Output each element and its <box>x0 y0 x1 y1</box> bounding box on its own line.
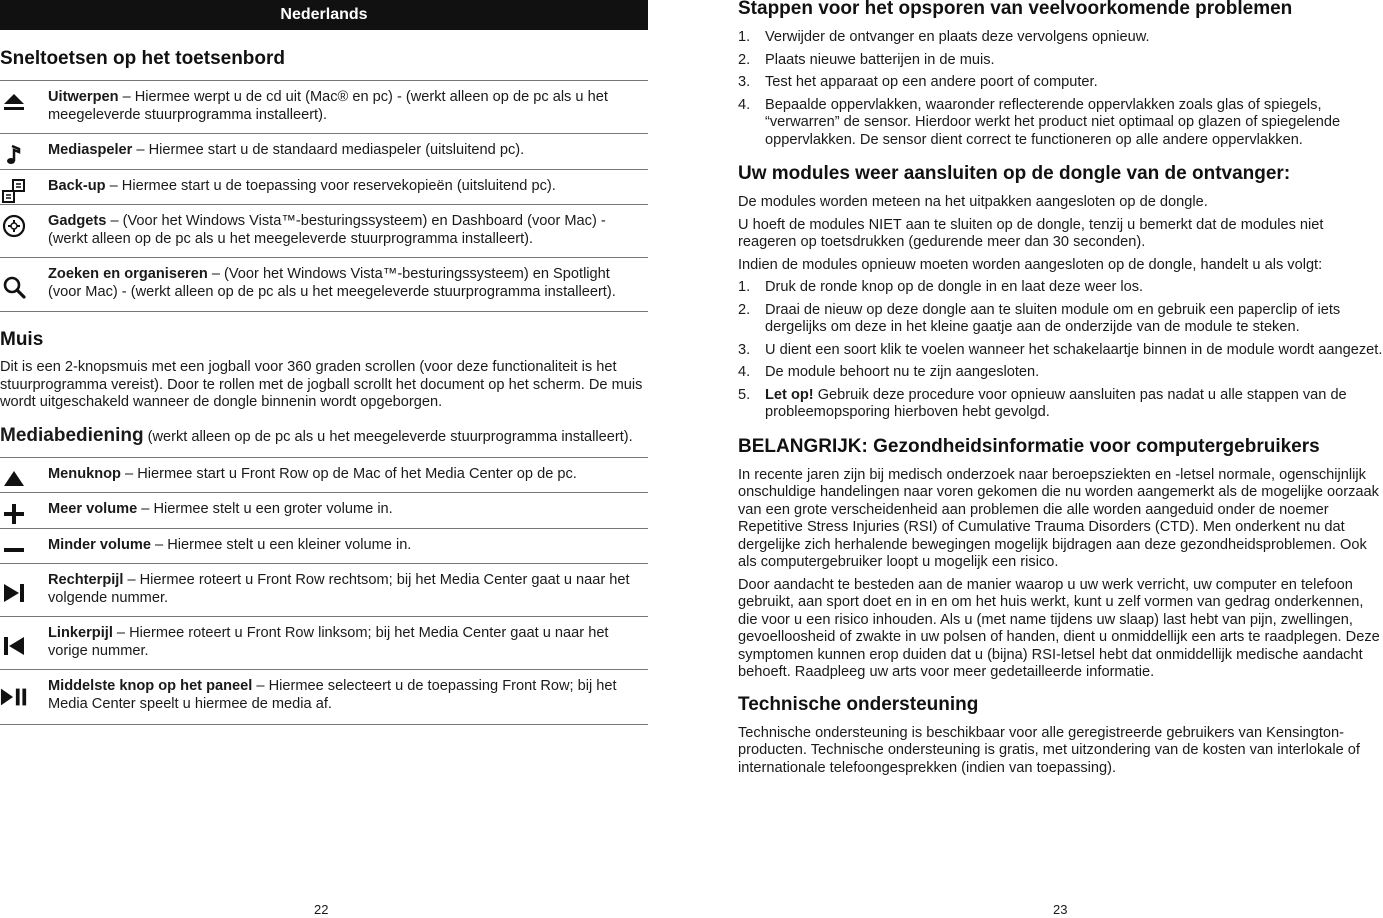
previous-track-icon <box>0 633 28 659</box>
media-row-play-pause <box>0 670 648 725</box>
step-text: Plaats nieuwe batterijen in de muis. <box>765 51 995 68</box>
media-row-previous <box>0 617 648 670</box>
list-item <box>738 342 1383 360</box>
reconnect-paragraph: Indien de modules opnieuw moeten worden aangesloten op de dongle, handelt u als volgt: <box>738 256 1323 273</box>
reconnect-title: Uw modules weer aansluiten op de dongle van de ontvanger: <box>738 163 1291 184</box>
step-text: Bepaalde oppervlakken, waaronder reflecterende oppervlakken zoals glas of spiegels, “verwarren” de sensor. Hierdoor werkt het product niet optimaal op glazen of spiegelende oppervlakken. De sensor dient correct te functioneren op alle andere oppervlakken. <box>765 96 1341 148</box>
backup-icon <box>0 178 28 204</box>
media-note: (werkt alleen op de pc als u het meegeleverde stuurprogramma installeert). <box>143 428 633 445</box>
media-row-volume-down <box>0 529 648 565</box>
shortcut-desc: – (Voor het Windows Vista™-besturingssysteem) en Spotlight (voor Mac) - (werkt alleen op de pc als u het meegeleverde stuurprogramma installeert). <box>48 266 616 300</box>
media-desc: – Hiermee stelt u een groter volume in. <box>137 501 393 517</box>
eject-icon <box>0 89 28 115</box>
shortcut-desc: – Hiermee start u de toepassing voor reservekopieën (uitsluitend pc). <box>105 177 556 194</box>
media-term: Middelste knop op het paneel <box>48 678 253 694</box>
media-desc: – Hiermee roteert u Front Row rechtsom; bij het Media Center gaat u naar het volgende nummer. <box>48 572 630 606</box>
shortcut-row-eject <box>0 81 648 134</box>
list-item <box>738 97 1383 150</box>
step-number: 3. <box>738 74 751 90</box>
shortcut-row-gadgets <box>0 205 648 258</box>
step-text: Draai de nieuw op deze dongle aan te sluiten module om en gebruik een paperclip of iets dergelijks om deze in het kleine gaatje aan de onderzijde van de module te steken. <box>765 301 1341 335</box>
media-heading <box>0 424 648 449</box>
step-text: De module behoort nu te zijn aangesloten. <box>765 364 1040 380</box>
media-title: Mediabediening <box>0 424 144 446</box>
reconnect-paragraph: U hoeft de modules NIET aan te sluiten op de dongle, tenzij u bemerkt dat de modules niet reageren op toetsdrukken (gedurende meer dan 30 seconden). <box>738 216 1324 250</box>
plus-icon <box>0 501 28 527</box>
list-item <box>738 279 1383 297</box>
gadgets-icon <box>0 213 28 239</box>
shortcut-term: Uitwerpen <box>48 89 119 105</box>
next-track-icon <box>0 580 28 606</box>
health-paragraph: Door aandacht te besteden aan de manier waarop u uw werk verricht, uw computer en telefoon gebruikt, aan sport doet en in en om het huis werkt, kunt u zelf vormen van gedrag onderkennen, die voor u een risico inhouden. Als u (met name tijdens uw slaap) last hebt van pijn, zwellingen, gevoelloosheid of zwakte in uw polsen of handen, dient u onmiddellijk een arts te raadplegen. Deze symptomen kunnen erop duiden dat u (bijna) RSI-letsel hebt dat onmiddellijk medische aandacht behoeft. Raadpleeg uw arts voor meer gedetailleerde informatie. <box>738 576 1380 680</box>
step-number: 1. <box>738 279 751 295</box>
media-desc: – Hiermee stelt u een kleiner volume in. <box>150 536 412 553</box>
step-text: Druk de ronde knop op de dongle in en laat deze weer los. <box>765 279 1144 295</box>
mouse-text: Dit is een 2-knopsmuis met een jogball voor 360 graden scrollen (voor deze functionaliteit is het stuurprogramma vereist). Door te rollen met de jogball scrollt het document op het scherm. De muis wordt uitgeschakeld wanneer de dongle binnenin wordt opgeborgen. <box>0 359 643 410</box>
media-term: Linkerpijl <box>48 625 113 641</box>
warning-label: Let op! <box>765 386 814 403</box>
language-header: Nederlands <box>0 0 648 30</box>
music-note-icon <box>0 142 28 168</box>
step-number: 4. <box>738 96 751 113</box>
reconnect-paragraph: De modules worden meteen na het uitpakken aangesloten op de dongle. <box>738 194 1208 210</box>
media-row-volume-up <box>0 493 648 529</box>
menu-triangle-icon <box>0 466 28 492</box>
shortcut-desc: – Hiermee start u de standaard mediaspeler (uitsluitend pc). <box>132 142 525 158</box>
list-item <box>738 29 1383 47</box>
media-table <box>0 457 648 726</box>
reconnect-steps <box>738 279 1383 422</box>
troubleshooting-title: Stappen voor het opsporen van veelvoorkomende problemen <box>738 0 1293 19</box>
step-number: 2. <box>738 301 751 318</box>
media-desc: – Hiermee selecteert u de toepassing Front Row; bij het Media Center speelt u hiermee de media af. <box>48 678 617 712</box>
shortcut-desc: – (Voor het Windows Vista™-besturingssysteem) en Dashboard (voor Mac) - (werkt alleen op de pc als u het meegeleverde stuurprogramma installeert). <box>48 213 606 247</box>
step-number: 1. <box>738 29 751 45</box>
media-row-next <box>0 564 648 617</box>
shortcut-row-media-player <box>0 134 648 170</box>
shortcut-term: Mediaspeler <box>48 142 133 158</box>
list-item <box>738 74 1383 92</box>
step-number: 4. <box>738 364 751 380</box>
page-number-left: 22 <box>314 902 329 917</box>
list-item <box>738 364 1383 382</box>
shortcut-term: Zoeken en organiseren <box>48 266 208 282</box>
list-item <box>738 302 1383 337</box>
shortcut-desc: – Hiermee werpt u de cd uit (Mac® en pc) - (werkt alleen op de pc als u het meegeleverde stuurprogramma installeert). <box>48 89 608 123</box>
step-text: Test het apparaat op een andere poort of computer. <box>765 74 1098 90</box>
support-title: Technische ondersteuning <box>738 693 979 715</box>
media-term: Minder volume <box>48 536 151 553</box>
left-page <box>0 0 648 725</box>
media-row-menu <box>0 458 648 494</box>
media-term: Menuknop <box>48 465 121 482</box>
step-text: Gebruik deze procedure voor opnieuw aansluiten pas nadat u alle stappen van de probleemopsporing hierboven hebt gevolgd. <box>765 386 1347 420</box>
shortcuts-title: Sneltoetsen op het toetsenbord <box>0 48 286 69</box>
list-item <box>738 387 1383 422</box>
shortcut-term: Gadgets <box>48 213 107 229</box>
shortcuts-table <box>0 80 648 312</box>
right-page <box>738 0 1383 782</box>
minus-icon <box>0 537 28 563</box>
health-title: BELANGRIJK: Gezondheidsinformatie voor computergebruikers <box>738 435 1320 457</box>
media-term: Rechterpijl <box>48 572 124 588</box>
media-term: Meer volume <box>48 501 138 517</box>
support-paragraph: Technische ondersteuning is beschikbaar voor alle geregistreerde gebruikers van Kensington-producten. Technische ondersteuning is gratis, met uitzondering van de kosten van interlokale of internationale telefoongesprekken (indien van toepassing). <box>738 724 1360 776</box>
shortcut-term: Back-up <box>48 177 106 194</box>
health-paragraph: In recente jaren zijn bij medisch onderzoek naar beroepsziekten en -letsel normale, ogenschijnlijk onschuldige handelingen naar voren gekomen die nu worden aangemerkt als de mogelijke oorzaak van een grote verscheidenheid aan problemen die alle worden aangeduid onder de noemer Repetitive Stress Injuries (RSI) of Cumulative Trauma Disorders (CTD). Men onderkent nu dat dergelijke zich herhalende bewegingen mogelijk bijdragen aan deze gezondheidsproblemen. Ook als computergebruiker loopt u mogelijk een risico. <box>738 466 1379 570</box>
media-desc: – Hiermee start u Front Row op de Mac of het Media Center op de pc. <box>120 465 577 482</box>
troubleshooting-steps <box>738 29 1383 149</box>
page-number-right: 23 <box>1053 902 1068 917</box>
step-number: 3. <box>738 341 751 358</box>
mouse-title: Muis <box>0 329 44 350</box>
media-desc: – Hiermee roteert u Front Row linksom; bij het Media Center gaat u naar het vorige nummer. <box>48 625 609 659</box>
list-item <box>738 52 1383 70</box>
shortcut-row-search <box>0 258 648 312</box>
step-text: Verwijder de ontvanger en plaats deze vervolgens opnieuw. <box>765 29 1150 45</box>
step-text: U dient een soort klik te voelen wanneer het schakelaartje binnen in de module wordt aangezet. <box>765 341 1383 358</box>
step-number: 2. <box>738 51 751 68</box>
play-pause-icon <box>0 684 28 710</box>
shortcut-row-backup <box>0 170 648 206</box>
mouse-section <box>0 329 648 412</box>
step-number: 5. <box>738 386 751 403</box>
search-icon <box>0 274 28 300</box>
